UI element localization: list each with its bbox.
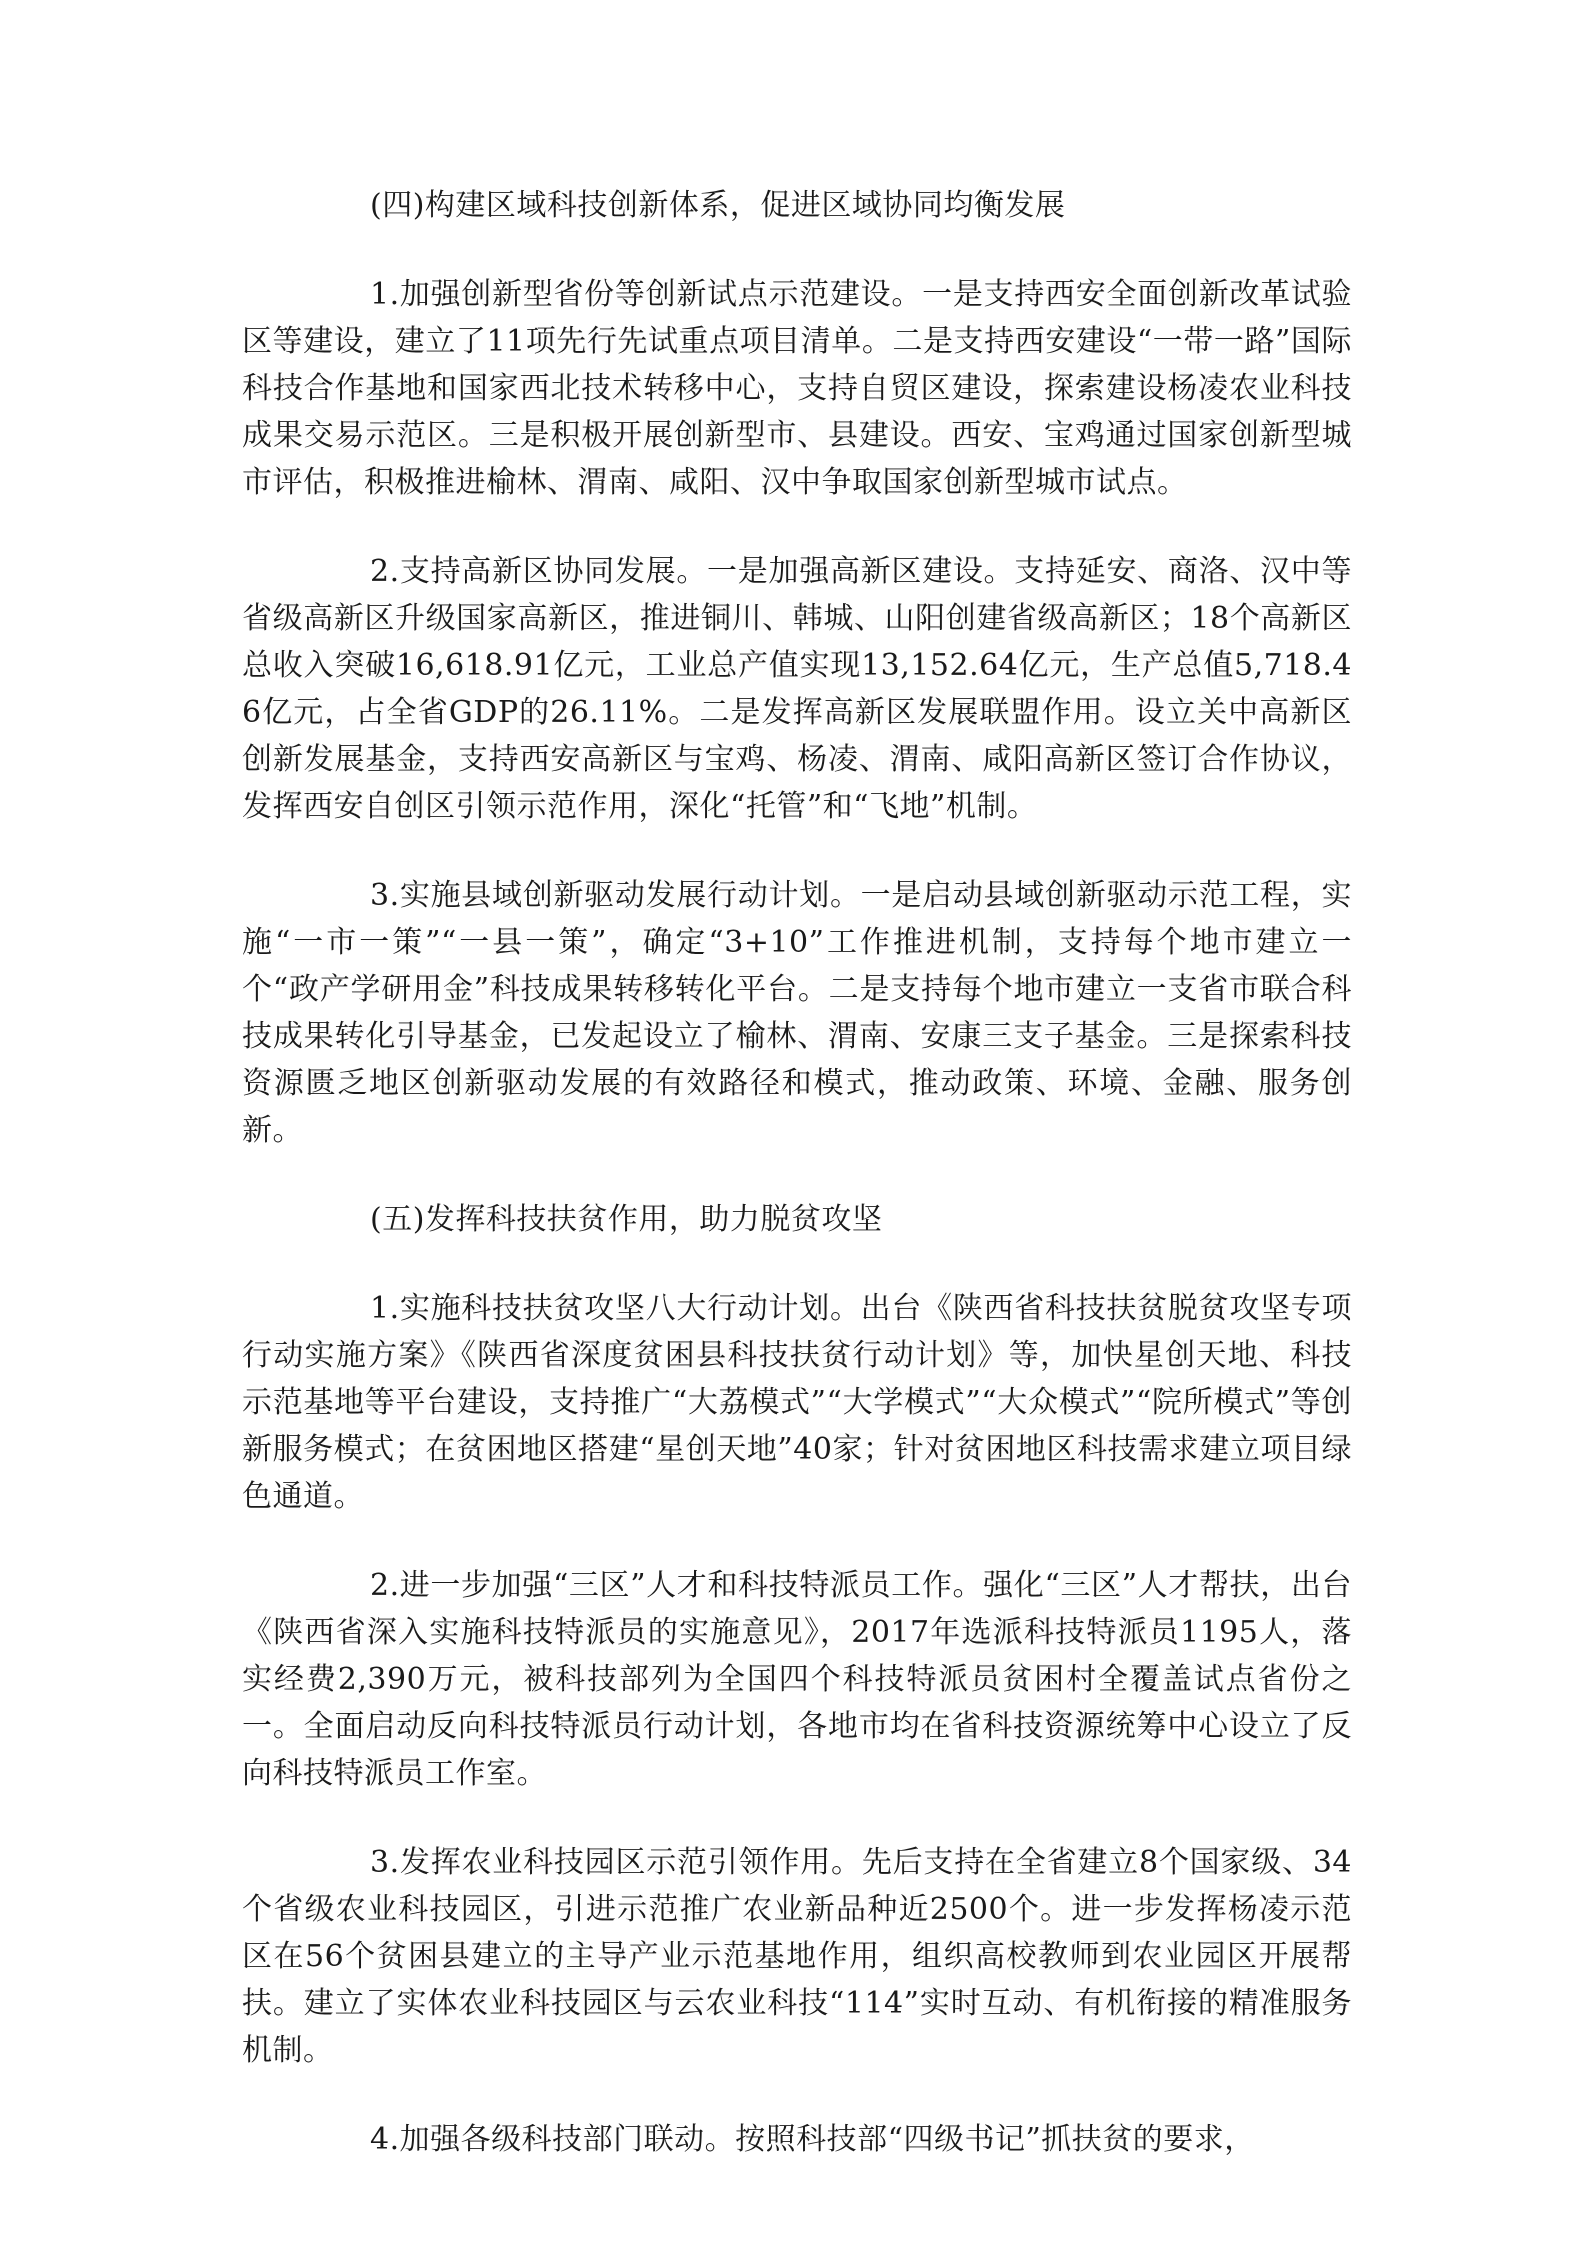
paragraph-4-3: 3.实施县域创新驱动发展行动计划。一是启动县域创新驱动示范工程，实施“一市一策”“一县一策”，确定“3+10”工作推进机制，支持每个地市建立一个“政产学研用金”科技成果转移转化平台。二是支持每个地市建立一支省市联合科技成果转化引导基金，已发起设立了榆林、渭南、安康三支子基金。三是探索科技资源匮乏地区创新驱动发展的有效路径和模式，推动政策、环境、金融、服务创新。 xyxy=(242,878,1352,1148)
document-body xyxy=(242,182,1352,2163)
paragraph-4-2: 2.支持高新区协同发展。一是加强高新区建设。支持延安、商洛、汉中等省级高新区升级国家高新区，推进铜川、韩城、山阳创建省级高新区；18个高新区总收入突破16,618.91亿元，工业总产值实现13,152.64亿元，生产总值5,718.46亿元，占全省GDP的26.11%。二是发挥高新区发展联盟作用。设立关中高新区创新发展基金，支持西安高新区与宝鸡、杨凌、渭南、咸阳高新区签订合作协议，发挥西安自创区引领示范作用，深化“托管”和“飞地”机制。 xyxy=(242,554,1352,824)
section-heading-4: (四)构建区域科技创新体系，促进区域协同均衡发展 xyxy=(370,188,1066,223)
paragraph-5-1: 1.实施科技扶贫攻坚八大行动计划。出台《陕西省科技扶贫脱贫攻坚专项行动实施方案》《陕西省深度贫困县科技扶贫行动计划》等，加快星创天地、科技示范基地等平台建设，支持推广“大荔模式”“大学模式”“大众模式”“院所模式”等创新服务模式；在贫困地区搭建“星创天地”40家；针对贫困地区科技需求建立项目绿色通道。 xyxy=(242,1291,1352,1514)
paragraph-5-4: 4.加强各级科技部门联动。按照科技部“四级书记”抓扶贫的要求， xyxy=(370,2122,1255,2157)
paragraph-5-3: 3.发挥农业科技园区示范引领作用。先后支持在全省建立8个国家级、34个省级农业科技园区，引进示范推广农业新品种近2500个。进一步发挥杨凌示范区在56个贫困县建立的主导产业示范基地作用，组织高校教师到农业园区开展帮扶。建立了实体农业科技园区与云农业科技“114”实时互动、有机衔接的精准服务机制。 xyxy=(242,1845,1352,2068)
section-heading-5: (五)发挥科技扶贫作用，助力脱贫攻坚 xyxy=(370,1202,883,1237)
paragraph-4-1: 1.加强创新型省份等创新试点示范建设。一是支持西安全面创新改革试验区等建设，建立了11项先行先试重点项目清单。二是支持西安建设“一带一路”国际科技合作基地和国家西北技术转移中心，支持自贸区建设，探索建设杨凌农业科技成果交易示范区。三是积极开展创新型市、县建设。西安、宝鸡通过国家创新型城市评估，积极推进榆林、渭南、咸阳、汉中争取国家创新型城市试点。 xyxy=(242,277,1352,500)
paragraph-5-2: 2.进一步加强“三区”人才和科技特派员工作。强化“三区”人才帮扶，出台《陕西省深入实施科技特派员的实施意见》，2017年选派科技特派员1195人，落实经费2,390万元，被科技部列为全国四个科技特派员贫困村全覆盖试点省份之一。全面启动反向科技特派员行动计划，各地市均在省科技资源统筹中心设立了反向科技特派员工作室。 xyxy=(242,1568,1352,1791)
